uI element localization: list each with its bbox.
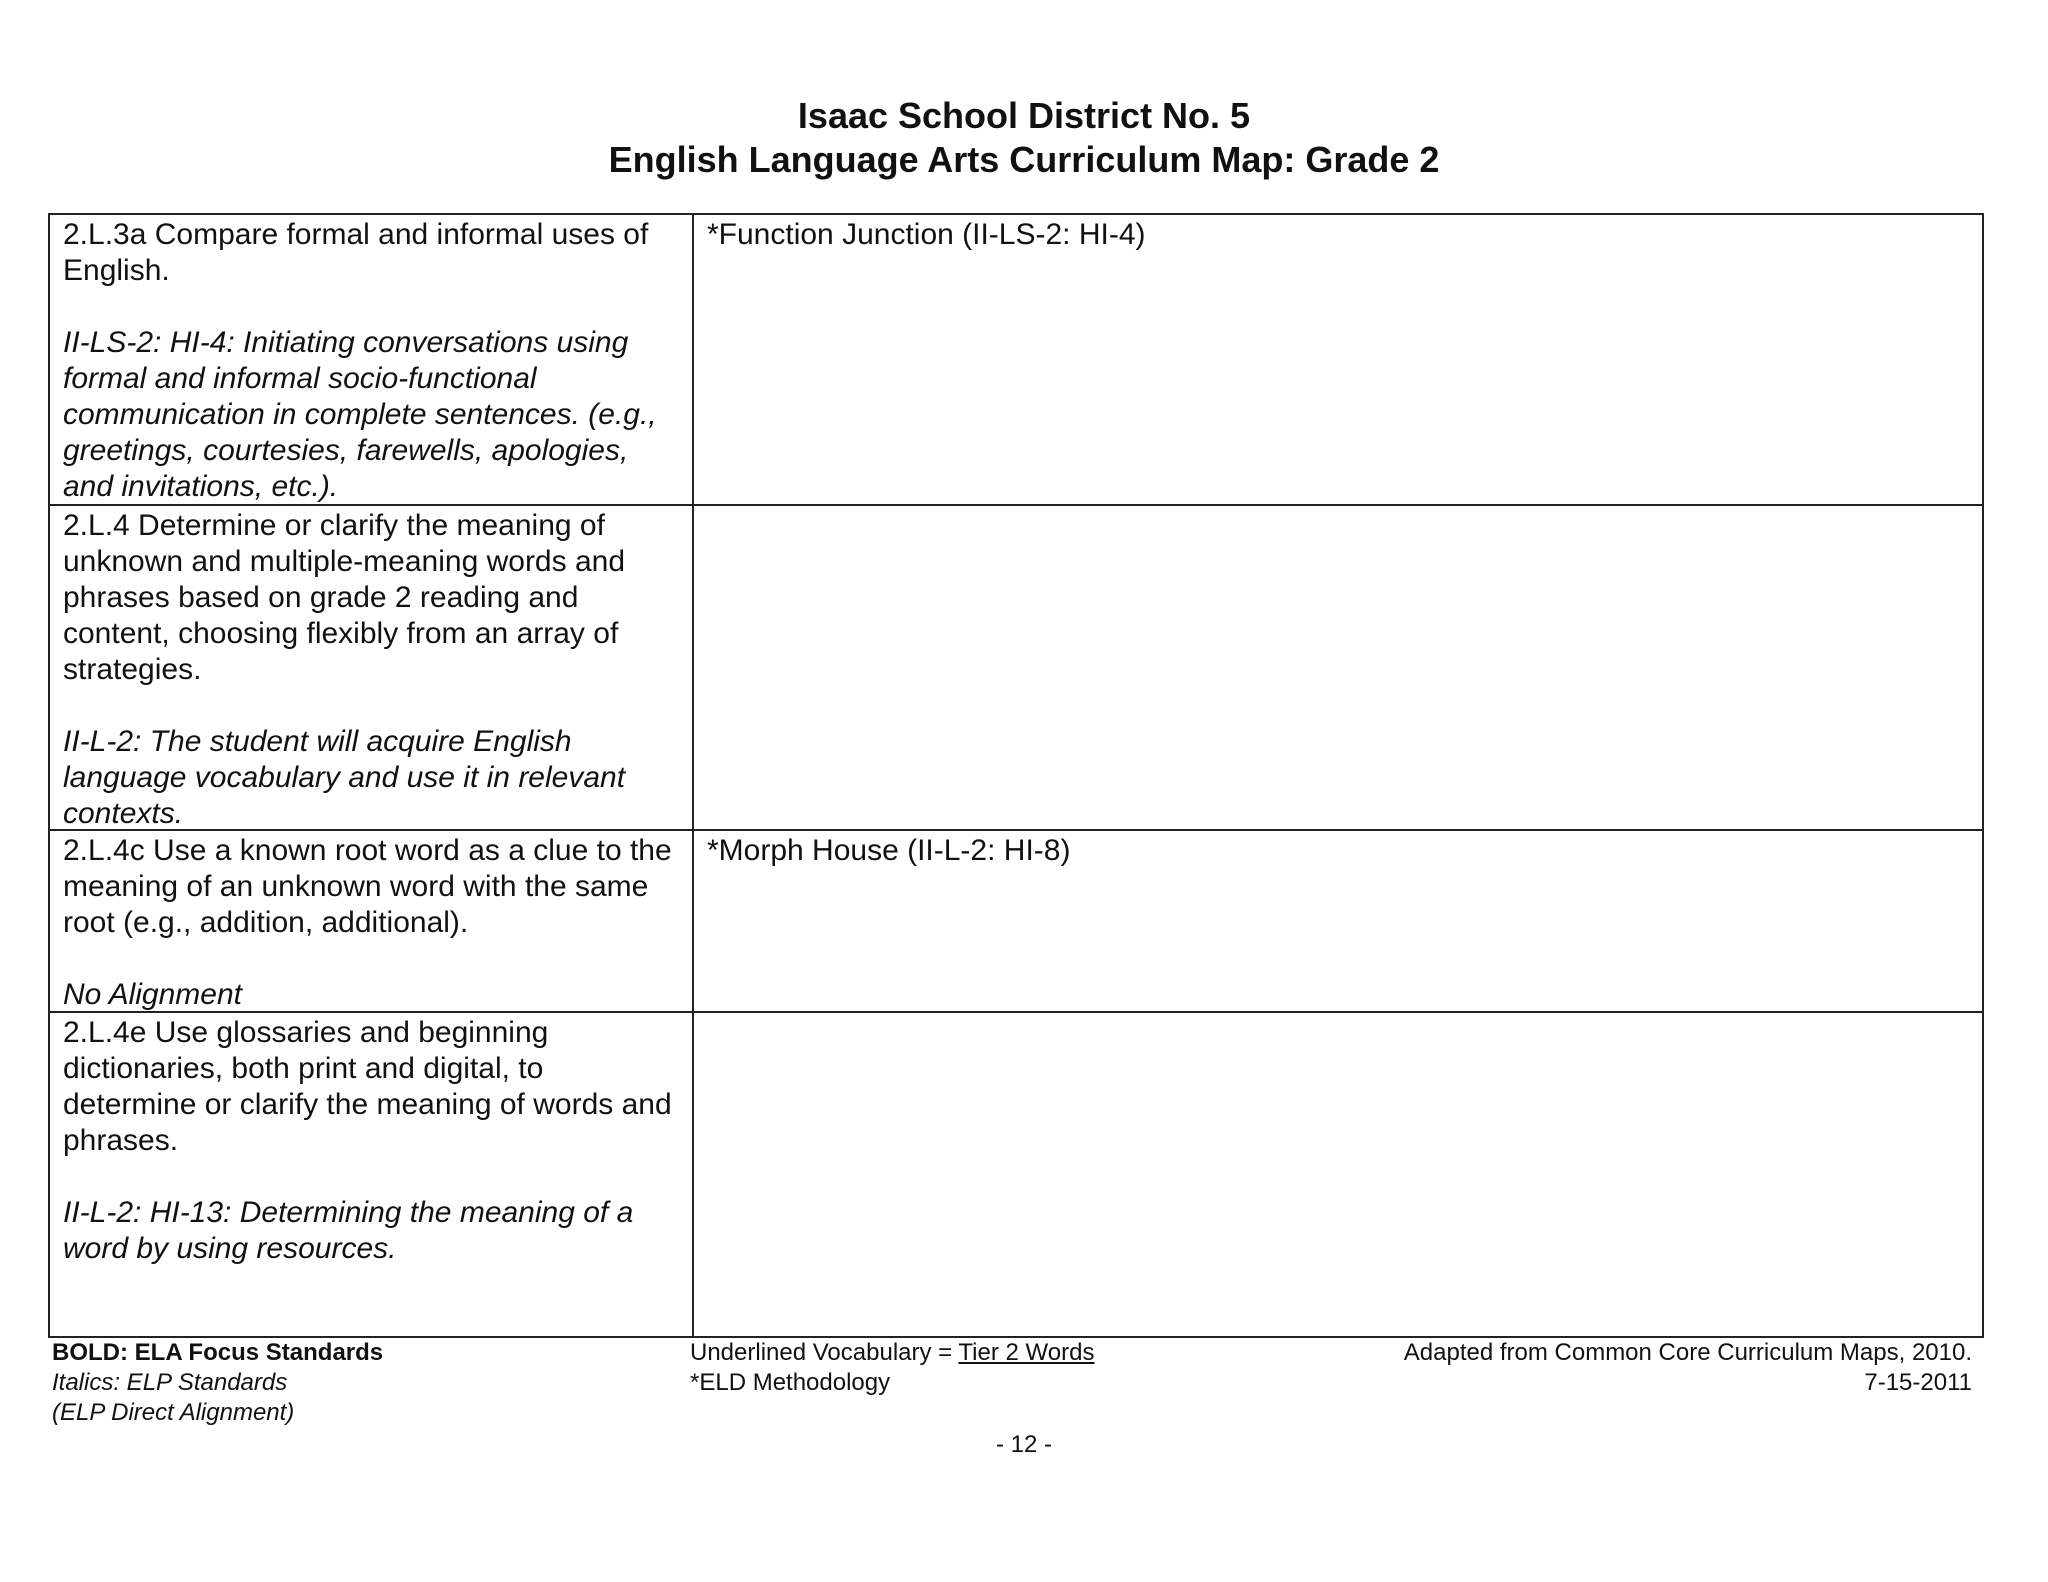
ela-standard-text: 2.L.4c Use a known root word as a clue to the meaning of an unknown word with the same root (e.g., addition, additional). bbox=[63, 834, 672, 939]
source-attribution: Adapted from Common Core Curriculum Maps, 2010. bbox=[1403, 1339, 1972, 1366]
methodology-cell bbox=[694, 215, 1982, 504]
footer-legend bbox=[52, 1338, 383, 1428]
curriculum-map-title: English Language Arts Curriculum Map: Grade 2 bbox=[608, 139, 1440, 180]
methodology-text: *Function Junction (II-LS-2: HI-4) bbox=[707, 218, 1146, 251]
vocabulary-key-line bbox=[690, 1338, 1094, 1368]
table-row bbox=[50, 215, 1982, 504]
ela-standard-text: 2.L.3a Compare formal and informal uses of English. bbox=[63, 218, 649, 287]
standard-cell bbox=[50, 506, 694, 829]
methodology-cell bbox=[694, 831, 1982, 1011]
standard-cell bbox=[50, 215, 694, 504]
table-row bbox=[50, 829, 1982, 1011]
district-title: Isaac School District No. 5 bbox=[797, 95, 1251, 136]
elp-standard-text: No Alignment bbox=[63, 978, 242, 1011]
legend-italics: Italics: ELP Standards bbox=[52, 1369, 288, 1396]
footer-source bbox=[1404, 1338, 1972, 1398]
page-number: - 12 - bbox=[995, 1431, 1052, 1458]
methodology-cell bbox=[694, 506, 1982, 829]
methodology-text: *Morph House (II-L-2: HI-8) bbox=[707, 834, 1071, 867]
elp-standard-text: II-L-2: HI-13: Determining the meaning of a word by using resources. bbox=[63, 1196, 634, 1265]
elp-standard-text: II-LS-2: HI-4: Initiating conversations using formal and informal socio-functional communication in complete sentences. (e.g., greetings, courtesies, farewells, apologies, and invitations, etc.). bbox=[63, 326, 657, 503]
eld-methodology-label: *ELD Methodology bbox=[690, 1369, 891, 1396]
ela-standard-text: 2.L.4 Determine or clarify the meaning of unknown and multiple-meaning words and phrases based on grade 2 reading and content, choosing flexibly from an array of strategies. bbox=[63, 509, 626, 686]
methodology-cell bbox=[694, 1013, 1982, 1336]
legend-elp-direct: (ELP Direct Alignment) bbox=[52, 1399, 295, 1426]
curriculum-table bbox=[48, 213, 1984, 1338]
footer-vocabulary-key bbox=[690, 1338, 1094, 1398]
standard-cell bbox=[50, 831, 694, 1011]
revision-date: 7-15-2011 bbox=[1864, 1369, 1972, 1396]
standard-cell bbox=[50, 1013, 694, 1336]
document-header bbox=[0, 94, 2048, 182]
table-row bbox=[50, 1011, 1982, 1336]
tier2-words-label: Tier 2 Words bbox=[958, 1339, 1095, 1366]
elp-standard-text: II-L-2: The student will acquire English language vocabulary and use it in relevant contexts. bbox=[63, 725, 626, 830]
vocabulary-key-prefix: Underlined Vocabulary = bbox=[690, 1339, 959, 1366]
legend-bold: BOLD: ELA Focus Standards bbox=[52, 1339, 384, 1366]
ela-standard-text: 2.L.4e Use glossaries and beginning dictionaries, both print and digital, to determine or clarify the meaning of words and phrases. bbox=[63, 1016, 672, 1157]
table-row bbox=[50, 504, 1982, 829]
